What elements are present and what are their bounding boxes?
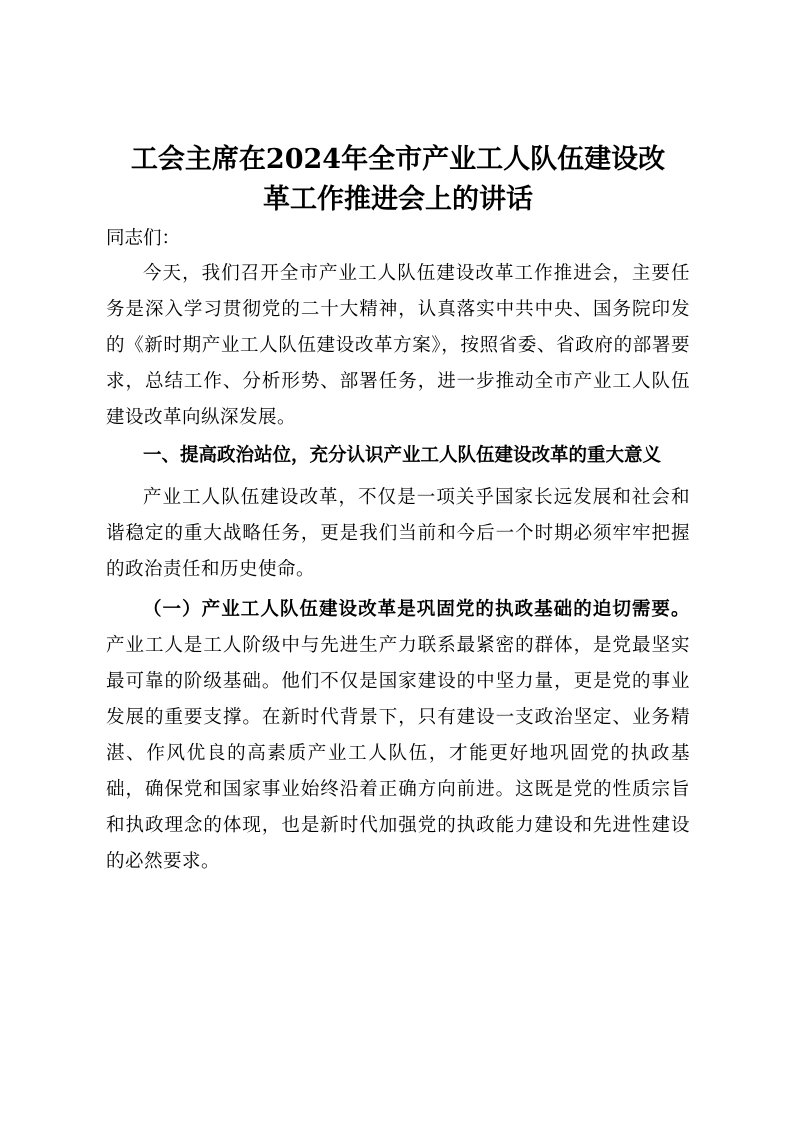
section-1-paragraph: 产业工人队伍建设改革，不仅是一项关乎国家长远发展和社会和谐稳定的重大战略任务，更是我们当前和今后一个时期必须牢牢把握的政治责任和历史使命。 [106, 487, 690, 580]
subsection-1-body: 产业工人是工人阶级中与先进生产力联系最紧密的群体，是党最坚实最可靠的阶级基础。他们不仅是国家建设的中坚力量，更是党的事业发展的重要支撑。在新时代背景下，只有建设一支政治坚定、业务精湛、作风优良的高素质产业工人队伍，才能更好地巩固党的执政基础，确保党和国家事业始终沿着正确方向前进。这既是党的性质宗旨和执政理念的体现，也是新时代加强党的执政能力建设和先进性建设的必然要求。 [106, 635, 690, 872]
document-title [106, 140, 690, 220]
title-line-2: 革工作推进会上的讲话 [263, 184, 533, 215]
greeting: 同志们： [106, 228, 181, 249]
intro-paragraph: 今天，我们召开全市产业工人队伍建设改革工作推进会，主要任务是深入学习贯彻党的二十大精神，认真落实中共中央、国务院印发的《新时期产业工人队伍建设改革方案》，按照省委、省政府的部署要求，总结工作、分析形势、部署任务，进一步推动全市产业工人队伍建设改革向纵深发展。 [106, 263, 690, 428]
subsection-1-heading: （一）产业工人队伍建设改革是巩固党的执政基础的迫切需要。 [143, 599, 690, 620]
document-body [106, 140, 690, 880]
section-1-heading: 一、提高政治站位，充分认识产业工人队伍建设改革的重大意义 [143, 445, 662, 466]
title-line-1: 工会主席在2024年全市产业工人队伍建设改 [130, 144, 666, 175]
subsection-1-paragraph [106, 592, 690, 880]
